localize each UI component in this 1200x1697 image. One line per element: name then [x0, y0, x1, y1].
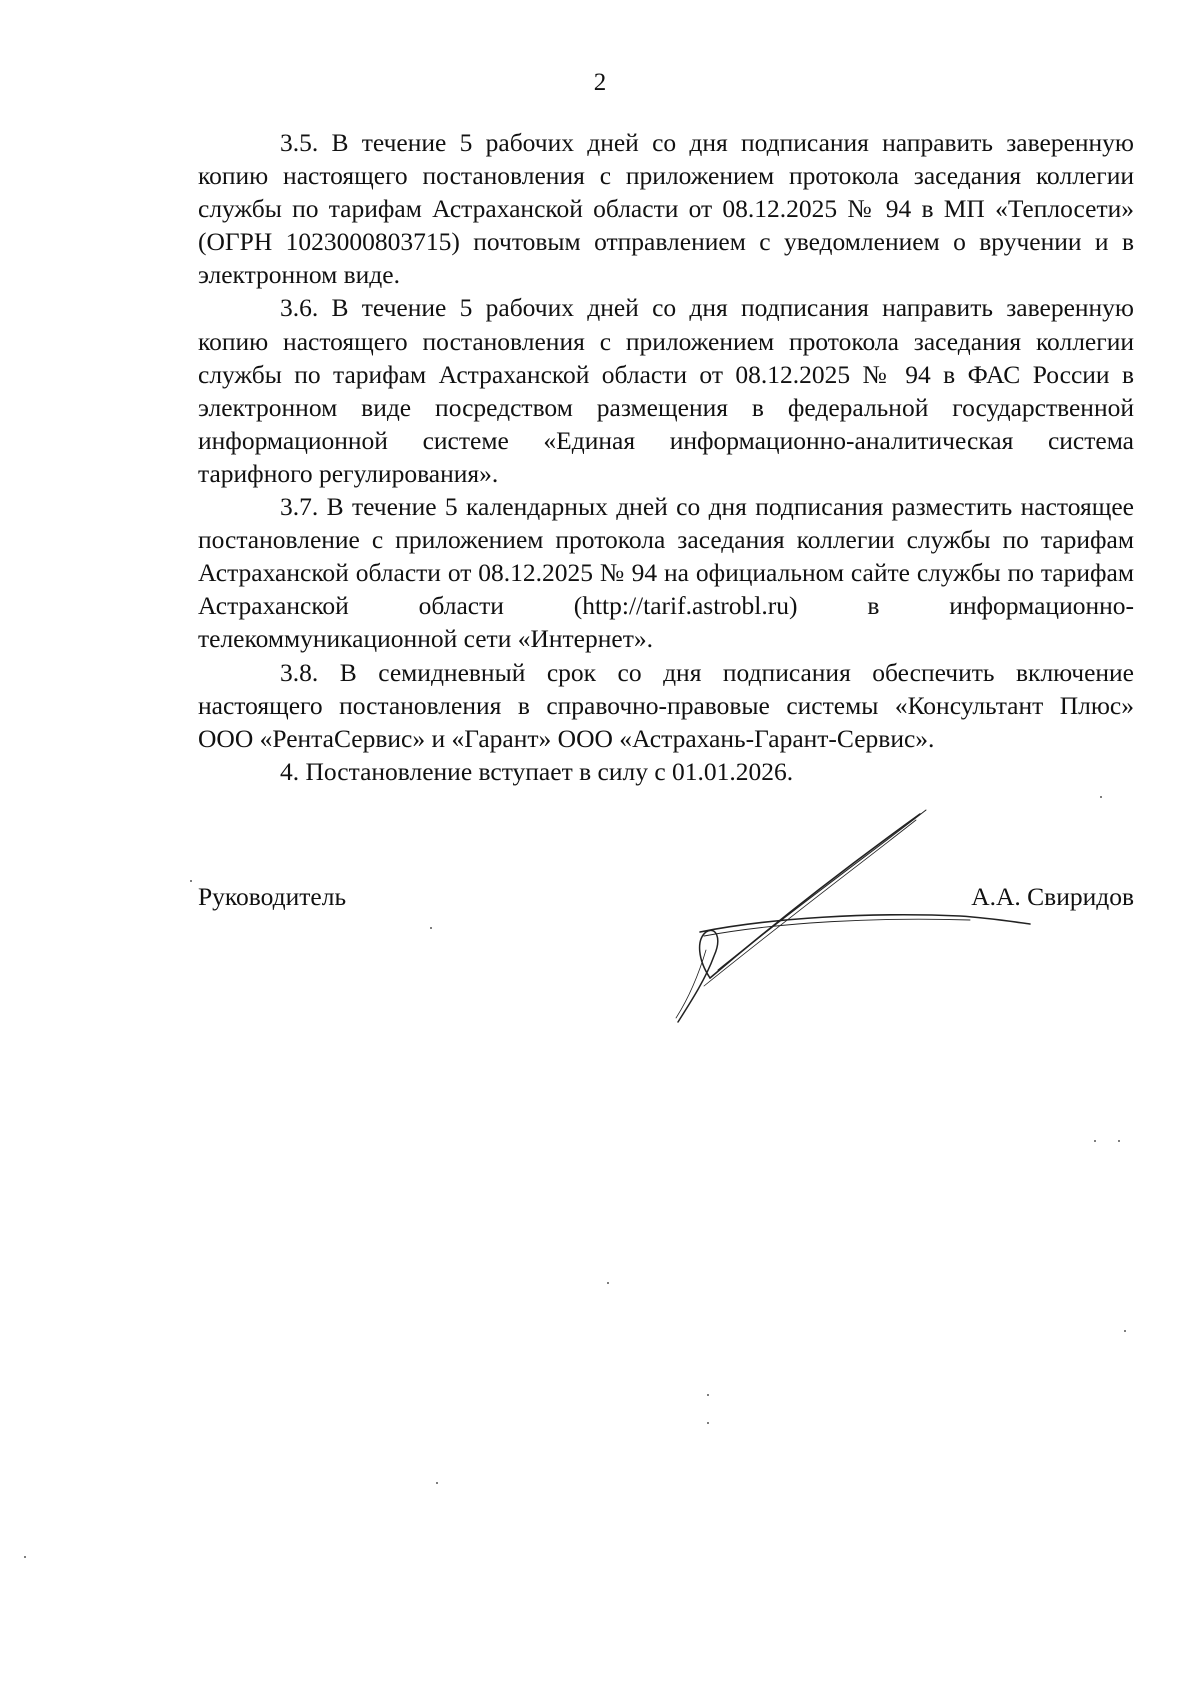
paragraph-4: 4. Постановление вступает в силу с 01.01.2026. [280, 756, 794, 786]
scan-speck [707, 1394, 709, 1396]
paragraph-3-5: 3.5. В течение 5 рабочих дней со дня подписания направить заверенную копию настоящего постановления с приложением протокола заседания коллегии службы по тарифам Астраханской области от 08.12.2025 № 94 в МП «Теплосети» (ОГРН 1023000803715) почтовым отправлением с уведомлением о вручении и в электронном виде. [198, 128, 1134, 290]
scan-speck [24, 1556, 26, 1558]
paragraph-3-7: 3.7. В течение 5 календарных дней со дня подписания разместить настоящее постановление с приложением протокола заседания коллегии службы по тарифам Астраханской области от 08.12.2025 № 94 на официальном сайте службы по тарифам Астраханской области (http://tarif.astrobl.ru) в информационно-телекоммуникационной сети «Интернет». [198, 492, 1134, 654]
scan-speck [1124, 1330, 1126, 1332]
document-body [198, 126, 1134, 788]
page-number: 2 [593, 69, 607, 96]
handwritten-signature [670, 800, 1050, 1030]
scan-speck [1118, 1140, 1120, 1142]
scan-speck [707, 1422, 709, 1424]
paragraph-3-8: 3.8. В семидневный срок со дня подписания обеспечить включение настоящего постановления в справочно-правовые системы «Консультант Плюс» ООО «РентаСервис» и «Гарант» ООО «Астрахань-Гарант-Сервис». [198, 657, 1134, 753]
scan-speck [430, 927, 432, 929]
position-title: Руководитель [198, 882, 347, 911]
scan-speck [1100, 796, 1102, 798]
scan-speck [190, 880, 192, 882]
scan-speck [436, 1482, 438, 1484]
scan-speck [607, 1282, 609, 1284]
paragraph-3-6: 3.6. В течение 5 рабочих дней со дня подписания направить заверенную копию настоящего постановления с приложением протокола заседания коллегии службы по тарифам Астраханской области от 08.12.2025 № 94 в ФАС России в электронном виде посредством размещения в федеральной государственной информационной системе «Единая информационно-аналитическая система тарифного регулирования». [198, 293, 1134, 488]
scan-speck [1094, 1140, 1096, 1142]
signer-name: А.А. Свиридов [971, 882, 1134, 911]
